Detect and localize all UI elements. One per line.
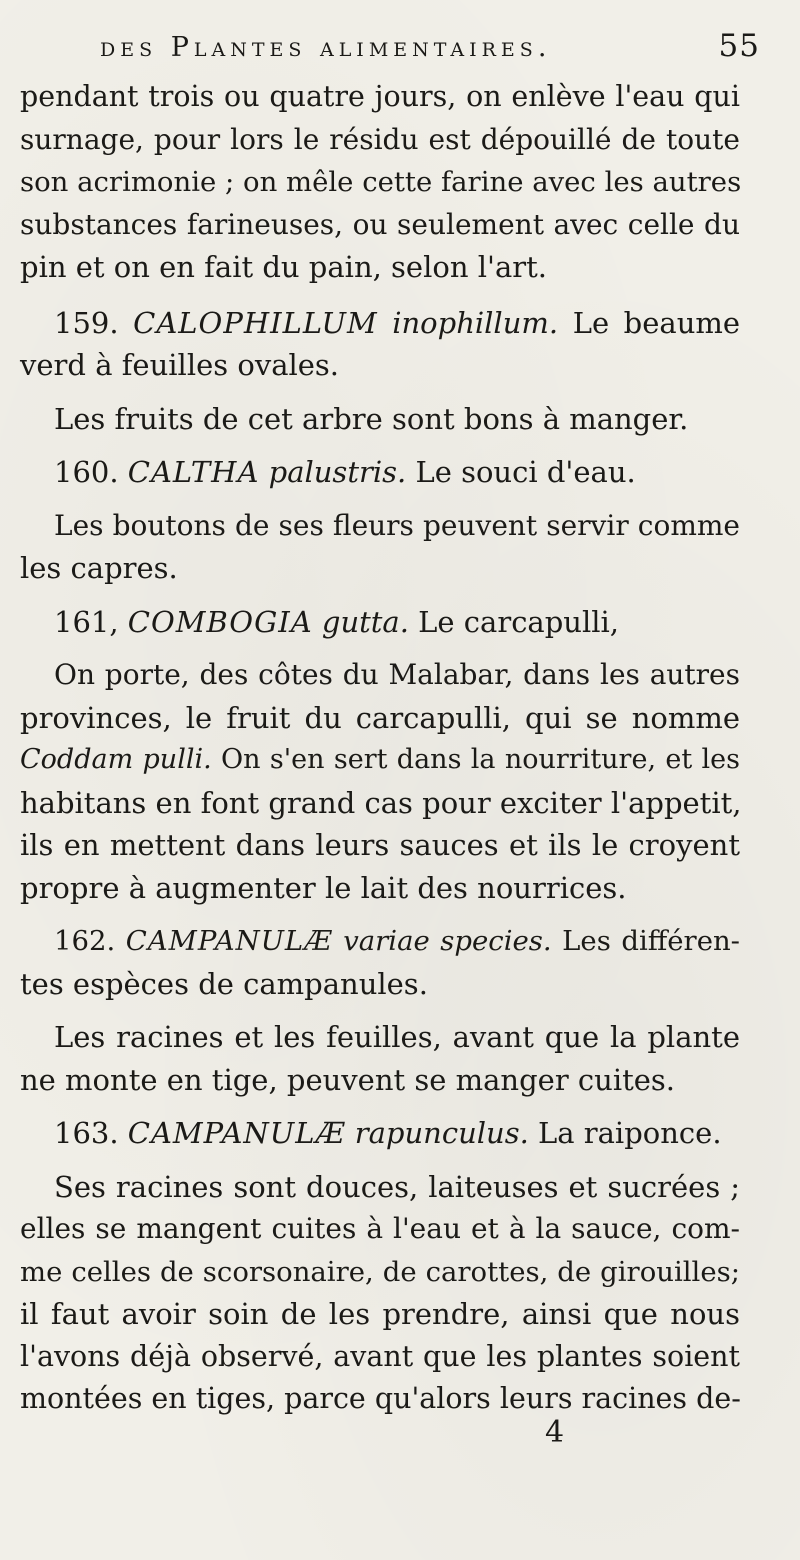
- text-line: verd à feuilles ovales.: [20, 348, 340, 382]
- entry-number: 163.: [54, 1116, 119, 1150]
- text-line: propre à augmenter le lait des nourrices.: [20, 870, 627, 905]
- text-line: elles se mangent cuites à l'eau et à la sauce, com-: [20, 1212, 740, 1245]
- text-line: habitans en font grand cas pour exciter l'appetit,: [20, 785, 742, 820]
- common-name: Le beaume: [572, 305, 741, 340]
- common-name: Les différen-: [562, 925, 740, 957]
- species-name: inophillum.: [392, 305, 559, 340]
- genus-name: CALTHA: [127, 455, 260, 489]
- common-name: La raiponce.: [538, 1116, 722, 1150]
- text-line: ne monte en tige, peuvent se manger cuites.: [20, 1062, 676, 1097]
- common-name: Le carcapulli,: [418, 604, 620, 639]
- page-header: [100, 28, 760, 82]
- text-line: pendant trois ou quatre jours, on enlève l'eau qui: [20, 80, 740, 113]
- entry-heading-163: [20, 1112, 740, 1155]
- text-line: provinces, le fruit du carcapulli, qui se nomme: [20, 700, 740, 735]
- species-name: gutta.: [321, 604, 409, 639]
- text-line: Les racines et les feuilles, avant que la plante: [54, 1020, 740, 1054]
- entry-number: 162.: [54, 925, 116, 957]
- text-line: me celles de scorsonaire, de carottes, de girouilles;: [20, 1255, 740, 1288]
- entry-heading-161: [20, 601, 740, 644]
- text-line: Ses racines sont douces, laiteuses et sucrées ;: [54, 1169, 740, 1204]
- text-line: il faut avoir soin de les prendre, ainsi que nous: [20, 1297, 740, 1331]
- text-line: On porte, des côtes du Malabar, dans les autres: [54, 658, 740, 691]
- text-line: [20, 739, 740, 782]
- genus-name: COMBOGIA: [127, 604, 313, 639]
- text-line: ils en mettent dans leurs sauces et ils le croyent: [20, 828, 740, 862]
- species-name: palustris.: [268, 455, 407, 489]
- entry-number: 159.: [54, 305, 119, 340]
- signature-mark: 4: [545, 1415, 565, 1450]
- entry-body-159: Les fruits de cet arbre sont bons à manger.: [54, 401, 689, 436]
- text-line: pin et on en fait du pain, selon l'art.: [20, 250, 547, 284]
- entry-heading-159: [20, 302, 740, 345]
- common-name: Le souci d'eau.: [415, 455, 636, 489]
- text-line: tes espèces de campanules.: [20, 966, 428, 1001]
- text-line: montées en tiges, parce qu'alors leurs racines de-: [20, 1382, 741, 1415]
- text-line: son acrimonie ; on mêle cette farine avec les autres: [20, 166, 742, 198]
- entry-heading-162: [20, 920, 740, 963]
- text-line: surnage, pour lors le résidu est dépouillé de toute: [20, 122, 740, 156]
- local-name: Coddam pulli.: [20, 744, 212, 775]
- entry-number: 161,: [54, 604, 119, 639]
- entry-heading-160: [20, 451, 740, 494]
- text-line: Les boutons de ses fleurs peuvent servir comme: [54, 508, 740, 542]
- entry-number: 160.: [54, 455, 119, 489]
- text-line: les capres.: [20, 551, 178, 585]
- text-line: l'avons déjà observé, avant que les plantes soient: [20, 1339, 740, 1373]
- page-number: 55: [718, 28, 760, 64]
- text-run: On s'en sert dans la nourriture, et les: [221, 744, 740, 775]
- text-line: substances farineuses, ou seulement avec celle du: [20, 207, 740, 241]
- genus-name: CALOPHILLUM: [133, 305, 378, 340]
- genus-name: CAMPANULÆ: [127, 1116, 346, 1150]
- species-name: variae species.: [343, 925, 552, 957]
- body-text: [20, 76, 740, 1421]
- species-name: rapunculus.: [354, 1116, 529, 1150]
- running-title: des Plantes alimentaires.: [100, 32, 552, 63]
- genus-name: CAMPANULÆ: [125, 925, 333, 957]
